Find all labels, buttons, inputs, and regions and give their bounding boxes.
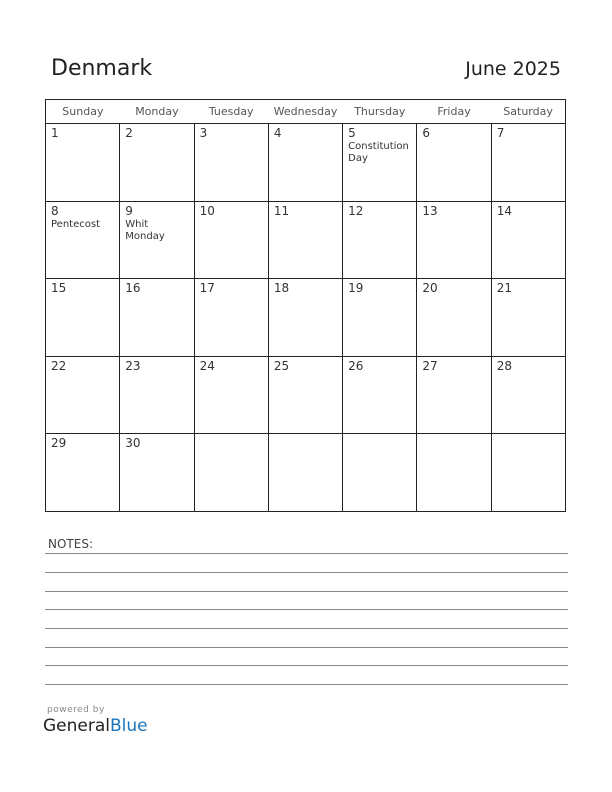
day-number: 26 — [348, 358, 364, 373]
day-number: 17 — [199, 281, 215, 296]
weekday-friday: Friday — [417, 100, 491, 124]
notes-line — [45, 591, 568, 592]
week-row — [46, 124, 566, 202]
notes-line — [45, 553, 568, 554]
brand-part-blue: Blue — [110, 716, 148, 736]
notes-line — [45, 572, 568, 573]
notes-line — [45, 647, 568, 648]
holiday-label: Whit Monday — [125, 218, 165, 242]
day-number: 25 — [273, 358, 290, 373]
day-cell — [343, 201, 417, 279]
day-cell — [194, 201, 268, 279]
day-number: 23 — [125, 358, 141, 373]
day-cell — [194, 279, 268, 357]
notes-line — [45, 628, 568, 629]
powered-by-text: powered by — [47, 705, 105, 715]
day-number: 19 — [348, 281, 364, 296]
notes-line — [45, 609, 568, 610]
day-number: 24 — [199, 358, 215, 373]
day-cell — [417, 356, 491, 434]
day-cell — [417, 124, 491, 202]
day-cell — [268, 279, 342, 357]
day-cell — [417, 279, 491, 357]
day-number: 7 — [496, 126, 505, 140]
day-cell — [194, 356, 268, 434]
day-number: 20 — [422, 281, 438, 296]
day-cell-empty — [491, 434, 565, 512]
day-cell — [343, 356, 417, 434]
week-row — [46, 356, 566, 434]
day-cell — [268, 201, 342, 279]
day-number: 3 — [199, 126, 208, 140]
notes-label: NOTES: — [48, 537, 93, 551]
day-number: 12 — [348, 203, 364, 218]
holiday-label: Constitution Day — [348, 141, 409, 164]
day-cell — [46, 201, 120, 279]
weekday-saturday: Saturday — [491, 100, 565, 124]
weekday-sunday: Sunday — [46, 100, 120, 124]
day-number: 11 — [273, 203, 290, 218]
generalblue-logo — [43, 716, 148, 736]
week-row — [46, 201, 566, 279]
day-number: 14 — [496, 203, 512, 218]
day-cell — [268, 356, 342, 434]
day-number: 29 — [51, 436, 67, 451]
day-cell — [120, 124, 194, 202]
calendar-grid — [45, 99, 566, 512]
day-cell — [343, 124, 417, 202]
day-cell — [120, 356, 194, 434]
day-number: 1 — [51, 126, 59, 140]
day-cell — [46, 356, 120, 434]
day-number: 16 — [125, 281, 141, 296]
day-cell — [491, 124, 565, 202]
notes-line — [45, 684, 568, 685]
day-cell — [343, 279, 417, 357]
day-cell — [417, 201, 491, 279]
weekday-thursday: Thursday — [343, 100, 417, 124]
day-cell — [491, 279, 565, 357]
day-number: 10 — [199, 203, 215, 218]
day-cell — [46, 124, 120, 202]
brand-part-general: General — [43, 716, 110, 736]
day-number: 2 — [125, 126, 133, 140]
day-cell — [268, 124, 342, 202]
day-cell — [120, 434, 194, 512]
day-number: 9 — [125, 203, 133, 218]
day-cell — [120, 201, 194, 279]
day-number: 4 — [273, 126, 282, 140]
day-cell — [491, 356, 565, 434]
weekday-monday: Monday — [120, 100, 194, 124]
calendar-country-title: Denmark — [51, 56, 153, 81]
day-cell-empty — [194, 434, 268, 512]
day-number: 15 — [51, 281, 67, 296]
day-cell — [46, 434, 120, 512]
day-number: 18 — [273, 281, 290, 296]
day-cell — [46, 279, 120, 357]
day-number: 13 — [422, 203, 438, 218]
day-cell — [120, 279, 194, 357]
day-cell-empty — [343, 434, 417, 512]
day-cell-empty — [417, 434, 491, 512]
day-cell — [194, 124, 268, 202]
day-cell-empty — [268, 434, 342, 512]
day-number: 28 — [496, 358, 512, 373]
week-row — [46, 279, 566, 357]
day-number: 5 — [348, 126, 356, 140]
notes-line — [45, 665, 568, 666]
weekday-wednesday: Wednesday — [268, 100, 342, 124]
week-row — [46, 434, 566, 512]
weekday-header-row — [46, 100, 566, 124]
day-number: 8 — [51, 203, 59, 218]
day-number: 21 — [496, 281, 512, 296]
day-number: 6 — [422, 126, 431, 140]
weekday-tuesday: Tuesday — [194, 100, 268, 124]
day-number: 22 — [51, 358, 67, 373]
day-number: 27 — [422, 358, 438, 373]
day-cell — [491, 201, 565, 279]
day-number: 30 — [125, 436, 141, 451]
holiday-label: Pentecost — [51, 218, 100, 230]
calendar-month-title: June 2025 — [465, 58, 561, 80]
